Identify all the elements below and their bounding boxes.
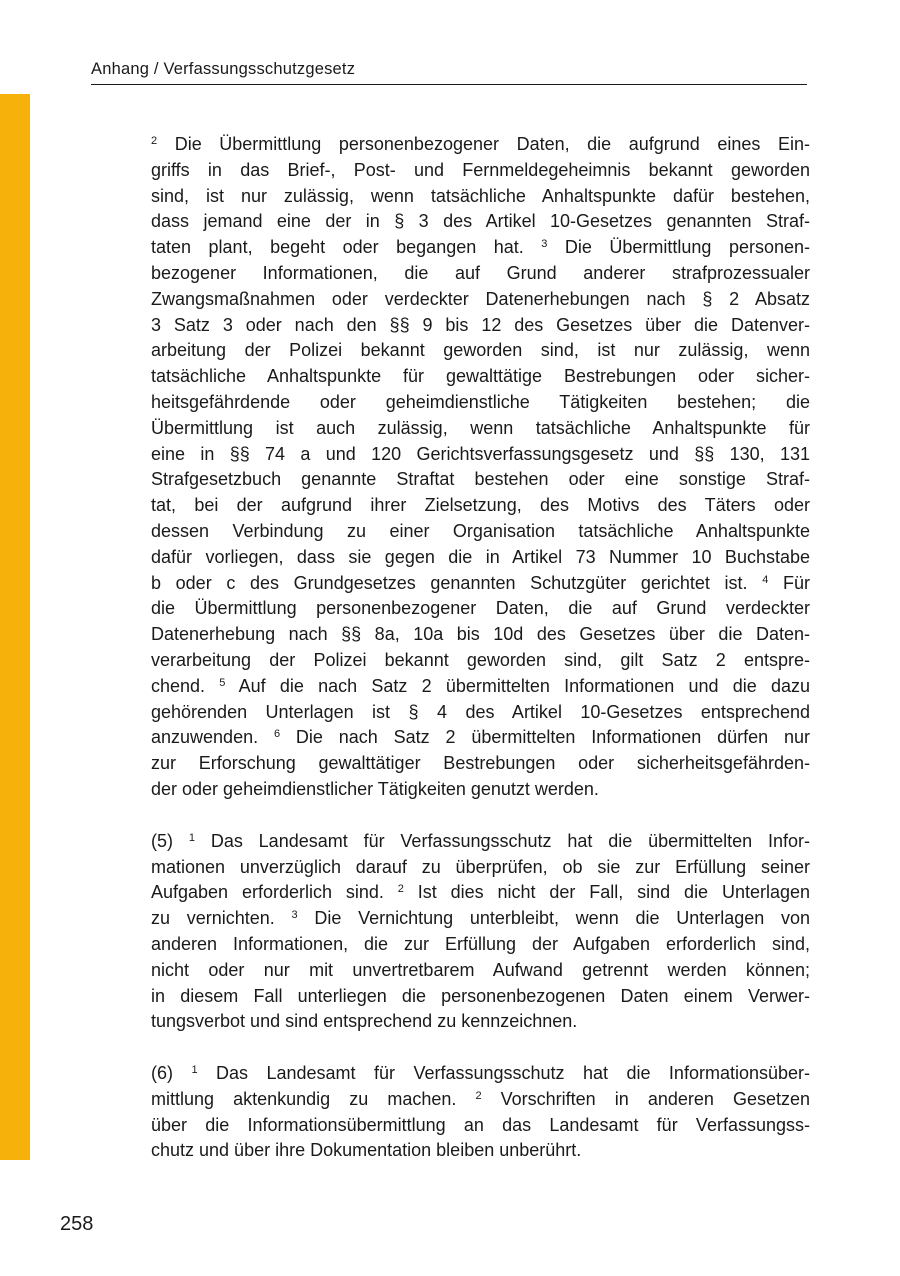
text-segment: chutz und über ihre Dokumentation bleiben unberührt. bbox=[151, 1140, 582, 1161]
text-segment: Für bbox=[768, 572, 810, 593]
text-line bbox=[151, 984, 810, 1010]
text-line bbox=[151, 235, 810, 261]
text-line bbox=[151, 880, 810, 906]
text-line bbox=[151, 1087, 810, 1113]
text-line bbox=[151, 1138, 810, 1164]
text-segment: in diesem Fall unterliegen die personenbezogenen Daten einem Verwer- bbox=[151, 985, 810, 1006]
text-segment: Übermittlung ist auch zulässig, wenn tatsächliche Anhaltspunkte für bbox=[151, 417, 810, 438]
text-line bbox=[151, 958, 810, 984]
text-segment: mittlung aktenkundig zu machen. bbox=[151, 1088, 476, 1109]
sentence-number: 2 bbox=[397, 883, 404, 896]
text-segment: tatsächliche Anhaltspunkte für gewalttätige Bestrebungen oder sicher- bbox=[151, 366, 810, 387]
text-line bbox=[151, 390, 810, 416]
text-line bbox=[151, 442, 810, 468]
text-segment: gehörenden Unterlagen ist § 4 des Artikel 10-Gesetzes entsprechend bbox=[151, 701, 810, 722]
sentence-number: 3 bbox=[291, 909, 298, 922]
text-segment: taten plant, begeht oder begangen hat. bbox=[151, 237, 542, 258]
sentence-number: 1 bbox=[188, 831, 195, 844]
text-line bbox=[151, 364, 810, 390]
text-segment: Die nach Satz 2 übermittelten Informationen dürfen nur bbox=[280, 727, 811, 748]
text-line bbox=[151, 571, 810, 597]
text-segment: Das Landesamt für Verfassungsschutz hat die Informationsüber- bbox=[197, 1063, 810, 1084]
text-segment: anzuwenden. bbox=[151, 727, 274, 748]
text-line bbox=[151, 596, 810, 622]
text-line bbox=[151, 700, 810, 726]
text-segment: sind, ist nur zulässig, wenn tatsächliche Anhaltspunkte dafür bestehen, bbox=[151, 185, 810, 206]
text-segment: die Übermittlung personenbezogener Daten, die auf Grund verdeckter bbox=[151, 598, 810, 619]
text-line bbox=[151, 209, 810, 235]
text-segment: Vorschriften in anderen Gesetzen bbox=[481, 1088, 810, 1109]
text-line bbox=[151, 855, 810, 881]
text-segment: zur Erforschung gewalttätiger Bestrebungen oder sicherheitsgefährden- bbox=[151, 753, 810, 774]
text-segment: nicht oder nur mit unvertretbarem Aufwand getrennt werden können; bbox=[151, 959, 810, 980]
text-line bbox=[151, 338, 810, 364]
text-line bbox=[151, 132, 810, 158]
text-segment: b oder c des Grundgesetzes genannten Schutzgüter gerichtet ist. bbox=[151, 572, 763, 593]
text-segment: bezogener Informationen, die auf Grund anderer strafprozessualer bbox=[151, 262, 810, 283]
text-line bbox=[151, 1113, 810, 1139]
text-line bbox=[151, 519, 810, 545]
sentence-number: 2 bbox=[151, 135, 158, 147]
text-segment: arbeitung der Polizei bekannt geworden sind, ist nur zulässig, wenn bbox=[151, 340, 810, 361]
text-line bbox=[151, 725, 810, 751]
chapter-marker-bar bbox=[0, 94, 30, 1160]
paragraph bbox=[151, 829, 810, 1035]
text-segment: verarbeitung der Polizei bekannt geworden sind, gilt Satz 2 entspre- bbox=[151, 649, 810, 670]
text-segment: Datenerhebung nach §§ 8a, 10a bis 10d des Gesetzes über die Daten- bbox=[151, 624, 810, 645]
body-text bbox=[151, 132, 810, 1190]
text-segment: chend. bbox=[151, 675, 220, 696]
text-segment: Strafgesetzbuch genannte Straftat bestehen oder eine sonstige Straf- bbox=[151, 469, 810, 490]
text-line bbox=[151, 622, 810, 648]
text-line bbox=[151, 674, 810, 700]
running-header: Anhang / Verfassungsschutzgesetz bbox=[91, 60, 356, 78]
text-segment: Ist dies nicht der Fall, sind die Unterlagen bbox=[403, 882, 811, 903]
text-line bbox=[151, 777, 810, 803]
text-line bbox=[151, 648, 810, 674]
text-segment: Zwangsmaßnahmen oder verdeckter Datenerhebungen nach § 2 Absatz bbox=[151, 288, 810, 309]
text-segment: tat, bei der aufgrund ihrer Zielsetzung, des Motivs des Täters oder bbox=[151, 495, 810, 516]
sentence-number: 4 bbox=[762, 573, 769, 586]
text-segment: heitsgefährdende oder geheimdienstliche Tätigkeiten bestehen; die bbox=[151, 391, 810, 412]
paragraph bbox=[151, 132, 810, 803]
text-segment: dafür vorliegen, dass sie gegen die in Artikel 73 Nummer 10 Buchstabe bbox=[151, 546, 810, 567]
text-segment: zu vernichten. bbox=[151, 908, 292, 929]
text-line bbox=[151, 416, 810, 442]
text-line bbox=[151, 493, 810, 519]
text-segment: Die Übermittlung personenbezogener Daten, die aufgrund eines Ein- bbox=[157, 134, 810, 154]
text-segment: der oder geheimdienstlicher Tätigkeiten genutzt werden. bbox=[151, 778, 599, 799]
text-segment: tungsverbot und sind entsprechend zu kennzeichnen. bbox=[151, 1011, 578, 1032]
text-line bbox=[151, 906, 810, 932]
paragraph bbox=[151, 1061, 810, 1164]
header-rule bbox=[91, 84, 807, 85]
text-line bbox=[151, 467, 810, 493]
text-line bbox=[151, 287, 810, 313]
text-line bbox=[151, 829, 810, 855]
text-line bbox=[151, 158, 810, 184]
text-segment: Das Landesamt für Verfassungsschutz hat die übermittelten Infor- bbox=[194, 830, 810, 851]
text-segment: anderen Informationen, die zur Erfüllung der Aufgaben erforderlich sind, bbox=[151, 933, 810, 954]
text-segment: Auf die nach Satz 2 übermittelten Informationen und die dazu bbox=[225, 675, 810, 696]
text-segment: 3 Satz 3 oder nach den §§ 9 bis 12 des Gesetzes über die Datenver- bbox=[151, 314, 810, 335]
text-line bbox=[151, 1061, 810, 1087]
text-segment: Die Übermittlung personen- bbox=[547, 237, 810, 258]
text-segment: über die Informationsübermittlung an das Landesamt für Verfassungss- bbox=[151, 1114, 810, 1135]
sentence-number: 3 bbox=[541, 238, 548, 251]
text-line bbox=[151, 1009, 810, 1035]
text-segment: dass jemand eine der in § 3 des Artikel 10-Gesetzes genannten Straf- bbox=[151, 211, 810, 232]
text-line bbox=[151, 932, 810, 958]
text-segment: Die Vernichtung unterbleibt, wenn die Unterlagen von bbox=[297, 908, 810, 929]
sentence-number: 5 bbox=[219, 676, 226, 689]
text-line bbox=[151, 751, 810, 777]
text-segment: griffs in das Brief-, Post- und Fernmeldegeheimnis bekannt geworden bbox=[151, 159, 810, 180]
text-segment: eine in §§ 74 a und 120 Gerichtsverfassungsgesetz und §§ 130, 131 bbox=[151, 443, 810, 464]
page-number: 258 bbox=[60, 1213, 94, 1235]
text-segment: mationen unverzüglich darauf zu überprüfen, ob sie zur Erfüllung seiner bbox=[151, 856, 810, 877]
text-segment: dessen Verbindung zu einer Organisation tatsächliche Anhaltspunkte bbox=[151, 520, 810, 541]
text-line bbox=[151, 184, 810, 210]
sentence-number: 1 bbox=[191, 1064, 198, 1077]
sentence-number: 6 bbox=[273, 728, 281, 741]
text-line bbox=[151, 313, 810, 339]
text-segment: (6) bbox=[151, 1063, 192, 1084]
sentence-number: 2 bbox=[475, 1089, 482, 1102]
text-line bbox=[151, 261, 810, 287]
text-line bbox=[151, 545, 810, 571]
text-segment: (5) bbox=[151, 830, 189, 851]
text-segment: Aufgaben erforderlich sind. bbox=[151, 882, 398, 903]
